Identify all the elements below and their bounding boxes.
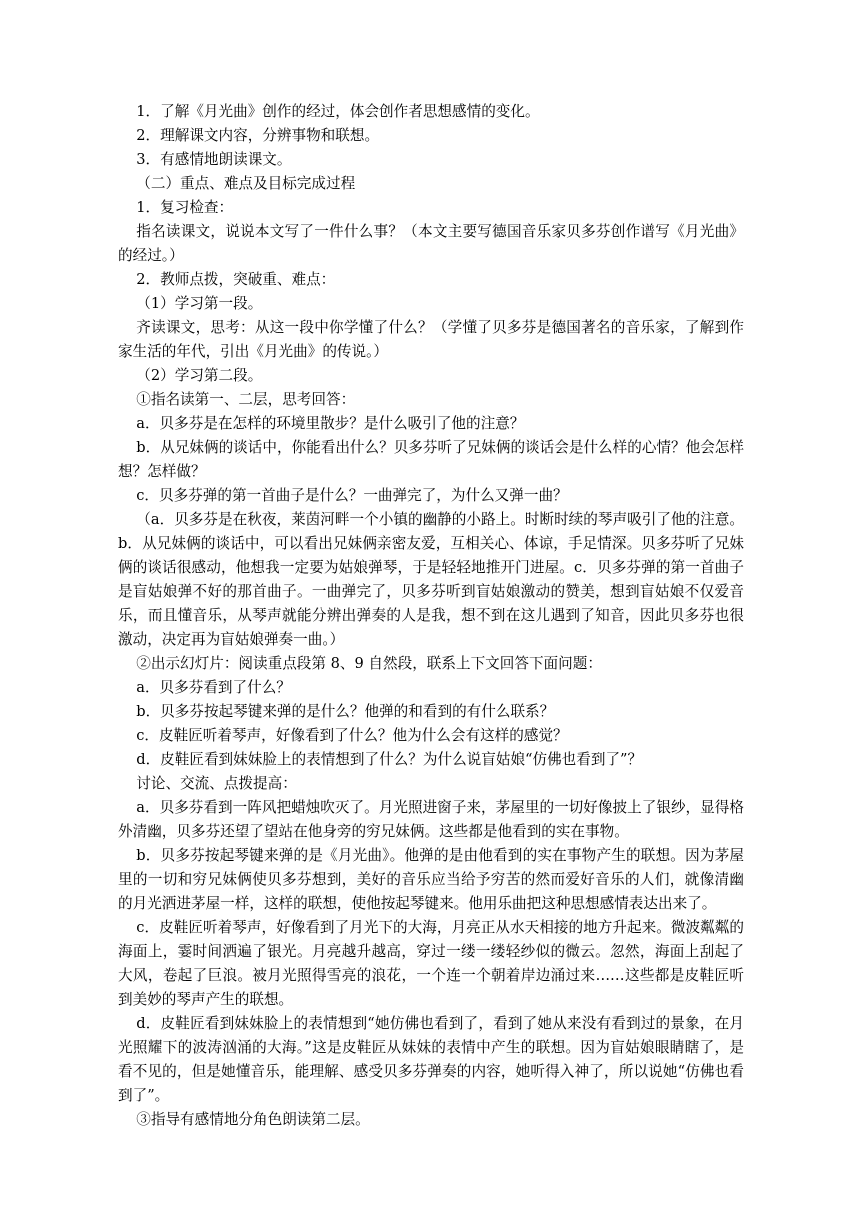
paragraph-answers: （a．贝多芬是在秋夜，莱茵河畔一个小镇的幽静的小路上。时断时续的琴声吸引了他的注意。b．从兄妹俩的谈话中，可以看出兄妹俩亲密友爱，互相关心、体谅，手足情深。贝多芬听了兄妹俩的谈话很感动，他想我一定要为姑娘弹琴，于是轻轻地推开门进屋。c．贝多芬弹的第一首曲子是盲姑娘弹不好的那首曲子。一曲弹完了，贝多芬听到盲姑娘激动的赞美，想到盲姑娘不仅爱音乐，而且懂音乐，从琴声就能分辨出弹奏的人是我，想不到在这儿遇到了知音，因此贝多芬也很激动，决定再为盲姑娘弹奏一曲。） [118, 511, 744, 648]
paragraph-slide-question-d: d．皮鞋匠看到妹妹脸上的表情想到了什么？为什么说盲姑娘“仿佛也看到了”？ [136, 751, 643, 768]
paragraph-part-1-reading: 齐读课文，思考：从这一段中你学懂了什么？（学懂了贝多芬是德国著名的音乐家，了解到作家生活的年代，引出《月光曲》的传说。） [118, 319, 744, 360]
paragraph-goal-2: 2．理解课文内容，分辨事物和联想。 [136, 127, 380, 144]
section-heading: （二）重点、难点及目标完成过程 [136, 175, 356, 192]
paragraph-teacher-guidance: 2．教师点拨，突破重、难点： [136, 271, 336, 288]
paragraph-step-1: ①指名读第一、二层，思考回答： [136, 391, 356, 408]
paragraph-discussion-a: a．贝多芬看到一阵风把蜡烛吹灭了。月光照进窗子来，茅屋里的一切好像披上了银纱，显得格外清幽，贝多芬还望了望站在他身旁的穷兄妹俩。这些都是他看到的实在事物。 [118, 799, 744, 840]
paragraph-question-c: c．贝多芬弹的第一首曲子是什么？一曲弹完了，为什么又弹一曲？ [136, 487, 568, 504]
paragraph-goal-3: 3．有感情地朗读课文。 [136, 151, 292, 168]
paragraph-goal-1: 1．了解《月光曲》创作的经过，体会创作者思想感情的变化。 [136, 103, 540, 120]
paragraph-review: 1．复习检查： [136, 199, 234, 216]
paragraph-slide-question-b: b．贝多芬按起琴键来弹的是什么？他弹的和看到的有什么联系？ [136, 703, 555, 720]
paragraph-discussion-c: c．皮鞋匠听着琴声，好像看到了月光下的大海，月亮正从水天相接的地方升起来。微波粼粼的海面上，霎时间洒遍了银光。月亮越升越高，穿过一缕一缕轻纱似的微云。忽然，海面上刮起了大风，卷起了巨浪。被月光照得雪亮的浪花，一个连一个朝着岸边涌过来……这些都是皮鞋匠听到美妙的琴声产生的联想。 [118, 919, 744, 1008]
paragraph-part-2: （2）学习第二段。 [136, 367, 263, 384]
document-page [118, 100, 744, 1132]
paragraph-discussion-d: d．皮鞋匠看到妹妹脸上的表情想到“她仿佛也看到了，看到了她从来没有看到过的景象，在月光照耀下的波涛汹涌的大海。”这是皮鞋匠从妹妹的表情中产生的联想。因为盲姑娘眼睛瞎了，是看不见的，但是她懂音乐，能理解、感受贝多芬弹奏的内容，她听得入神了，所以说她“仿佛也看到了”。 [118, 1015, 744, 1104]
paragraph-step-3: ③指导有感情地分角色朗读第二层。 [136, 1111, 370, 1128]
paragraph-question-a: a．贝多芬是在怎样的环境里散步？是什么吸引了他的注意？ [136, 415, 525, 432]
paragraph-discussion: 讨论、交流、点拨提高： [136, 775, 297, 792]
paragraph-review-question: 指名读课文，说说本文写了一件什么事？（本文主要写德国音乐家贝多芬创作谱写《月光曲》的经过。） [118, 223, 744, 264]
paragraph-discussion-b: b．贝多芬按起琴键来弹的是《月光曲》。他弹的是由他看到的实在事物产生的联想。因为茅屋里的一切和穷兄妹俩使贝多芬想到，美好的音乐应当给予穷苦的然而爱好音乐的人们，就像清幽的月光洒进茅屋一样，这样的联想，使他按起琴键来。他用乐曲把这种思想感情表达出来了。 [118, 847, 744, 912]
paragraph-step-2: ②出示幻灯片：阅读重点段第 8、9 自然段，联系上下文回答下面问题： [136, 655, 602, 672]
paragraph-part-1: （1）学习第一段。 [136, 295, 263, 312]
paragraph-question-b: b．从兄妹俩的谈话中，你能看出什么？贝多芬听了兄妹俩的谈话会是什么样的心情？他会怎样想？怎样做？ [118, 439, 744, 480]
paragraph-slide-question-a: a．贝多芬看到了什么？ [136, 679, 291, 696]
paragraph-slide-question-c: c．皮鞋匠听着琴声，好像看到了什么？他为什么会有这样的感觉？ [136, 727, 568, 744]
